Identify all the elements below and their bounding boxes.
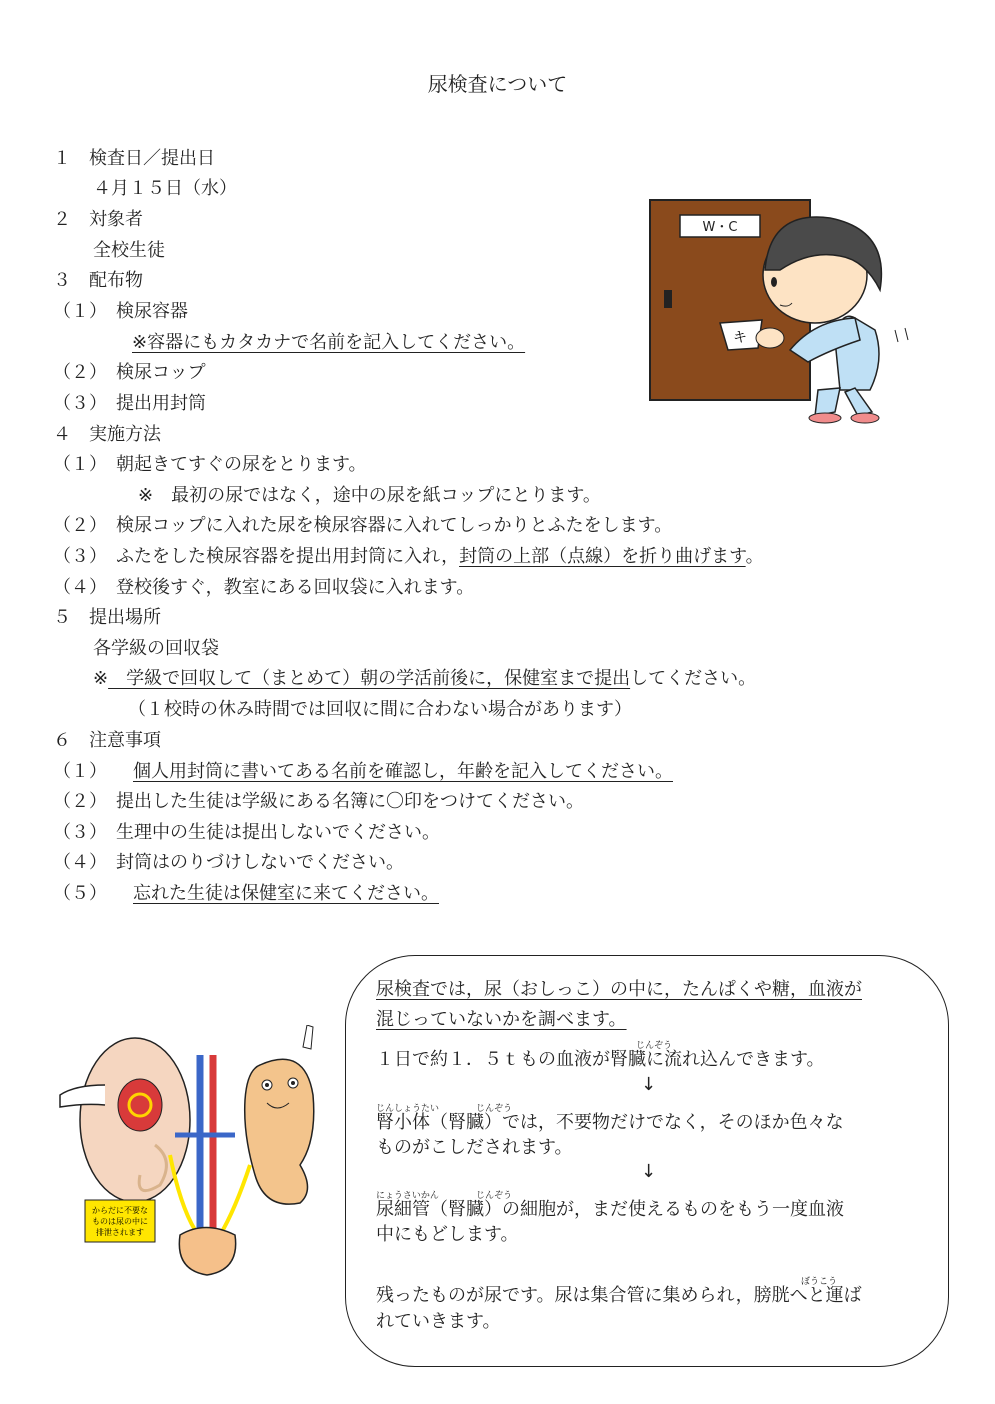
section3-heading: ３ 配布物 bbox=[53, 270, 143, 291]
section6-item5 bbox=[53, 883, 439, 905]
section4-item2: （２） 検尿コップに入れた尿を検尿容器に入れてしっかりとふたをします。 bbox=[53, 515, 673, 536]
section2-heading: ２ 対象者 bbox=[53, 209, 143, 230]
box-line6: 尿細管（腎臓）の細胞が，まだ使えるものをもう一度血液 bbox=[376, 1199, 844, 1220]
section6-heading: ６ 注意事項 bbox=[53, 730, 161, 751]
section4-item4: （４） 登校後すぐ，教室にある回収袋に入れます。 bbox=[53, 577, 475, 598]
kidney-caption-line2: ものは尿の中に bbox=[92, 1217, 148, 1226]
section4-heading: ４ 実施方法 bbox=[53, 424, 161, 445]
section6-item1-text: 個人用封筒に書いてある名前を確認し，年齢を記入してください。 bbox=[133, 761, 673, 782]
section1-heading: １ 検査日／提出日 bbox=[53, 148, 215, 169]
section5-note-rest: してください。 bbox=[630, 668, 757, 689]
section3-item3: （３） 提出用封筒 bbox=[53, 393, 206, 414]
section5-note2: （１校時の休み時間では回収に間に合わない場合があります） bbox=[128, 699, 632, 720]
ruby-jinzou-3: じんぞう bbox=[476, 1191, 513, 1201]
section3-item2: （２） 検尿コップ bbox=[53, 362, 206, 383]
urinary-system-illustration bbox=[55, 1025, 335, 1285]
section6-item4: （４） 封筒はのりづけしないでください。 bbox=[53, 852, 404, 873]
kidney-caption-line3: 排泄されます bbox=[96, 1228, 144, 1237]
door-sign: W・C bbox=[702, 220, 738, 235]
section6-item5-text: 忘れた生徒は保健室に来てください。 bbox=[133, 883, 439, 904]
section2-body: 全校生徒 bbox=[93, 240, 165, 261]
box-line4: 腎小体（腎臓）では，不要物だけでなく，そのほか色々な bbox=[376, 1112, 844, 1133]
section5-heading: ５ 提出場所 bbox=[53, 607, 161, 628]
section4-item1-note: ※ 最初の尿ではなく，途中の尿を紙コップにとります。 bbox=[138, 485, 601, 506]
page-title: 尿検査について bbox=[427, 72, 568, 96]
section6-item1-number: （１） bbox=[53, 761, 107, 782]
boy-at-toilet-door-illustration bbox=[640, 190, 940, 430]
section4-item3-emphasis: 封筒の上部（点線）を折り曲げます bbox=[459, 546, 746, 567]
section6-item5-number: （５） bbox=[53, 883, 107, 904]
section3-note: ※容器にもカタカナで名前を記入してください。 bbox=[132, 332, 526, 353]
ruby-jinshoutai: じんしょうたい bbox=[376, 1104, 440, 1114]
box-line8: 残ったものが尿です。尿は集合管に集められ，膀胱へと運ば bbox=[376, 1285, 862, 1306]
section5-body: 各学級の回収袋 bbox=[93, 638, 219, 659]
section1-body: ４月１５日（水） bbox=[93, 178, 237, 199]
section4-item3 bbox=[53, 546, 764, 568]
flow-arrow-1: ↓ bbox=[641, 1074, 657, 1095]
ruby-jinzou-1: じんぞう bbox=[636, 1041, 673, 1051]
section5-note-mark: ※ bbox=[93, 668, 109, 689]
ruby-jinzou-2: じんぞう bbox=[476, 1104, 513, 1114]
cup-label: キ bbox=[733, 330, 747, 346]
box-line2: 混じっていないかを調べます。 bbox=[376, 1009, 627, 1030]
urine-test-info-box bbox=[345, 955, 949, 1367]
box-line3: １日で約１．５ｔもの血液が腎臓に流れ込んできます。 bbox=[376, 1049, 825, 1070]
section6-item1 bbox=[53, 761, 673, 783]
section6-item2: （２） 提出した生徒は学級にある名簿に〇印をつけてください。 bbox=[53, 791, 584, 812]
ruby-nyousaikan: にょうさいかん bbox=[376, 1191, 439, 1201]
section6-item3: （３） 生理中の生徒は提出しないでください。 bbox=[53, 822, 440, 843]
section5-note bbox=[93, 668, 756, 690]
kidney-caption-line1: からだに不要な bbox=[92, 1206, 148, 1215]
flow-arrow-2: ↓ bbox=[641, 1161, 657, 1182]
box-line7: 中にもどします。 bbox=[376, 1224, 519, 1245]
box-line1: 尿検査では，尿（おしっこ）の中に，たんぱくや糖，血液が bbox=[376, 979, 862, 1000]
box-line9: れていきます。 bbox=[376, 1311, 501, 1332]
section3-item1: （１） 検尿容器 bbox=[53, 301, 188, 322]
box-line5: ものがこしだされます。 bbox=[376, 1137, 573, 1158]
section5-note-emphasis: 学級で回収して（まとめて）朝の学活前後に，保健室まで提出 bbox=[108, 668, 631, 689]
section4-item3-text: （３） ふたをした検尿容器を提出用封筒に入れ， bbox=[53, 546, 460, 567]
ruby-boukou: ぼうこう bbox=[801, 1277, 838, 1287]
section4-item3-end: 。 bbox=[745, 546, 764, 567]
section4-item1: （１） 朝起きてすぐの尿をとります。 bbox=[53, 454, 367, 475]
